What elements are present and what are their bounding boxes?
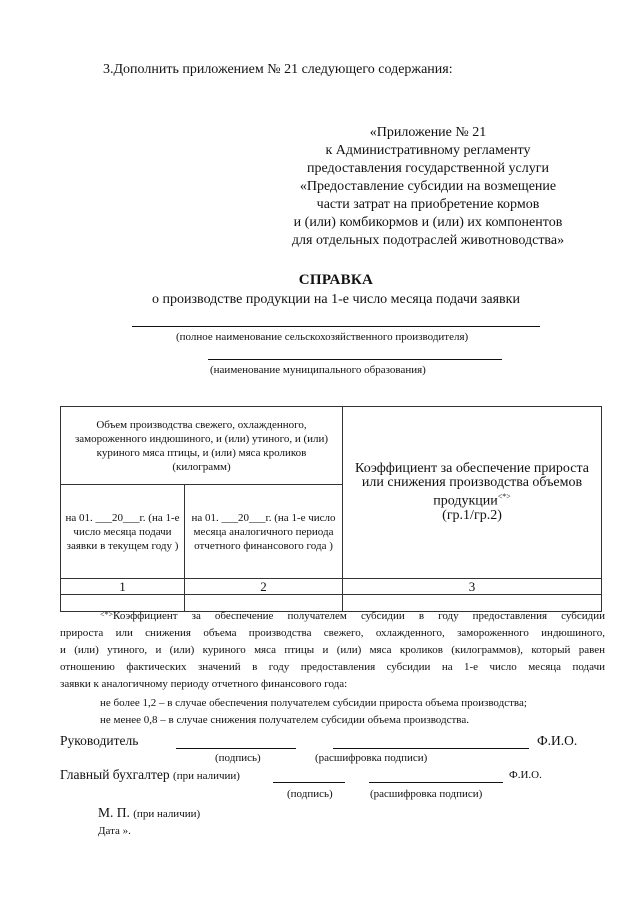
appendix-line: к Административному регламенту <box>325 143 531 158</box>
current-year-header: на 01. ___20___г. (на 1-е число месяца подачи заявки в текущем году ) <box>61 485 185 579</box>
production-table <box>60 406 602 612</box>
footnote-line: прироста или снижения объема производства свежего, охлажденного, замороженного индюшиного, <box>60 627 605 639</box>
accountant-decode-hint: (расшифровка подписи) <box>370 788 483 800</box>
appendix-line: и (или) комбикормов и (или) их компонентов <box>293 215 563 230</box>
previous-year-header: на 01. ___20___г. (на 1-е число месяца аналогичного периода отчетного финансового года ) <box>185 485 343 579</box>
head-decode-hint: (расшифровка подписи) <box>315 752 428 764</box>
accountant-note: (при наличии) <box>173 770 240 782</box>
rule-max: не более 1,2 – в случае обеспечения получателем субсидии прироста объема производства; <box>100 697 527 709</box>
data-cell <box>185 595 343 612</box>
stamp-note: (при наличии) <box>133 808 201 820</box>
municipality-line <box>208 359 502 360</box>
coefficient-formula: (гр.1/гр.2) <box>442 507 502 523</box>
footnote-marker: <*> <box>100 610 114 619</box>
appendix-line: «Приложение № 21 <box>369 125 487 140</box>
rule-min: не менее 0,8 – в случае снижения получателем субсидии объема производства. <box>100 714 469 726</box>
head-fio: Ф.И.О. <box>537 733 578 748</box>
producer-name-hint: (полное наименование сельскохозяйственного производителя) <box>176 331 469 343</box>
appendix-line: части затрат на приобретение кормов <box>316 197 540 212</box>
stamp-label: М. П. (при наличии) <box>98 805 201 820</box>
head-signature-line <box>176 748 296 749</box>
footnote-marker: <*> <box>497 492 511 502</box>
column-number: 3 <box>343 579 602 595</box>
coefficient-header-text: Коэффициент за обеспечение прироста или снижения производства объемов продукции <box>355 461 589 509</box>
accountant-decode-line <box>369 782 503 783</box>
head-signature-hint: (подпись) <box>215 752 261 764</box>
accountant-signature-hint: (подпись) <box>287 788 333 800</box>
document-title: СПРАВКА <box>298 272 374 288</box>
head-label: Руководитель <box>60 733 139 748</box>
appendix-line: предоставления государственной услуги <box>307 161 549 176</box>
footnote-line: отношению фактических значений в году предоставления субсидии на 1-е число месяца подачи <box>60 661 605 673</box>
appendix-line: «Предоставление субсидии на возмещение <box>299 179 557 194</box>
head-decode-line <box>333 748 529 749</box>
accountant-fio: Ф.И.О. <box>509 769 542 781</box>
municipality-hint: (наименование муниципального образования) <box>210 364 426 376</box>
appendix-header <box>268 124 588 250</box>
footnote-line: и (или) утиного, и (или) куриного мяса птицы и (или) мяса кроликов (килограммов), который равен <box>60 644 605 656</box>
data-cell <box>343 595 602 612</box>
appendix-line: для отдельных подотраслей животноводства» <box>291 233 565 248</box>
footnote-line: <*>Коэффициент за обеспечение получателем субсидии в году предоставления субсидии <box>100 610 605 622</box>
column-number: 2 <box>185 579 343 595</box>
data-cell <box>61 595 185 612</box>
document-subtitle: о производстве продукции на 1-е число месяца подачи заявки <box>152 292 520 307</box>
footnote-line: заявки к аналогичному периоду отчетного финансового года: <box>60 678 348 690</box>
intro-text: 3.Дополнить приложением № 21 следующего содержания: <box>103 62 453 77</box>
coefficient-header <box>343 407 602 579</box>
column-number: 1 <box>61 579 185 595</box>
accountant-label: Главный бухгалтер (при наличии) <box>60 767 240 782</box>
volume-group-header: Объем производства свежего, охлажденного, замороженного индюшиного, и (или) утиного, и (или) куриного мяса птицы, и (или) мяса кроликов (килограмм) <box>61 407 343 485</box>
producer-name-line <box>132 326 540 327</box>
date-label: Дата ». <box>98 825 131 837</box>
accountant-signature-line <box>273 782 345 783</box>
